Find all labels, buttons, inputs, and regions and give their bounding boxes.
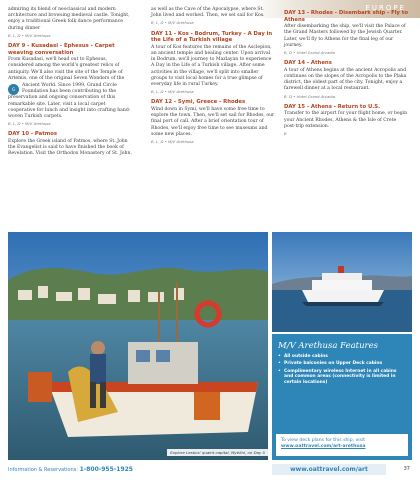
website-link[interactable]: www.oattravel.com/art <box>272 464 386 475</box>
day-13-heading: DAY 13 - Rhodes - Disembark ship - Fly to Athens <box>284 10 408 23</box>
deck-plan-text: To view deck plans for this ship, visit <box>281 438 365 443</box>
deck-plan-link[interactable]: www.oattravel.com/art-arethusa <box>281 444 366 449</box>
features-list <box>272 354 412 386</box>
meals-line: B, D • Hotel Grand Arcadia <box>284 93 336 99</box>
day-11-heading: DAY 11 - Kos - Bodrum, Turkey - A Day in the Life of a Turkish village <box>151 30 273 44</box>
day-12-heading: DAY 12 - Symi, Greece - Rhodes <box>151 99 246 106</box>
day-12-text: Wind down in Symi, we'll have some free time to explore the town. Then, we'll set sail for Rhodes, our final port of call. After a brief orientation tour of Rhodes, we'll enjoy free time to see museums and some new places. <box>151 107 275 137</box>
day-9-heading: DAY 9 - Kusadasi - Ephesus - Carpet weaving conversation <box>8 43 115 56</box>
itinerary-column-3 <box>284 6 408 137</box>
feature-item: • Private balconies on Upper Deck cabins <box>278 361 406 367</box>
meals-line: B, L, D • M/V Arethusa <box>8 32 51 38</box>
ship-illustration <box>272 232 412 332</box>
day-14-text: A tour of Athens begins at the ancient Acropolis and continues on the slopes of the Acropolis to the Plaka district, the oldest part of the city. Tonight, enjoy a farewell dinner at a local restaurant. <box>284 67 407 92</box>
page-footer <box>0 463 420 480</box>
harbor-illustration <box>8 232 268 460</box>
meals-line: B, L, D • M/V Arethusa <box>151 20 194 26</box>
harbor-photo <box>8 232 268 460</box>
day-11-text: A tour of Kos features the remains of the Asclepion, an ancient temple and healing center. Upon arrival in Bodrum, we'll journey to Mazlayan to experience A Day in the Life of a Turkish village. After some activities in the village, we'll split into smaller groups to visit local homes for a true glimpse of everyday life in rural Turkey. <box>151 44 272 88</box>
day-10-heading: DAY 10 - Patmos <box>8 131 58 138</box>
meals-line: B, L, D • M/V Arethusa <box>151 139 194 145</box>
photo-caption: Explore Lesbos' quaint capital, Mytilini, on Day 5 <box>167 449 268 456</box>
phone-number[interactable]: 1-800-955-1925 <box>79 466 133 473</box>
day-15-text: Transfer to the airport for your flight home, or begin your Ancient Rhodes, Athens & the Isle of Crete post-trip extension. <box>284 111 408 129</box>
meals-line: B <box>284 131 287 137</box>
features-title: M/V Arethusa Features <box>278 341 379 351</box>
reservations-label: Information & Reservations: <box>8 467 78 473</box>
itinerary-column-1 <box>8 6 132 158</box>
meals-line: B, D • Hotel Grand Arcadia <box>284 50 336 55</box>
reservations-line <box>8 466 133 473</box>
day-10-text: Explore the Greek island of Patmos, where St. John the Evangelist is said to have finished the book of Revelation. Visit the Orthodox Monastery of St. John, <box>8 139 132 157</box>
day-8-continuation: admiring its blend of neoclassical and modern architecture and browsing medieval castle. Tonight, enjoy a traditional Greek folk dance performance during dinner <box>8 7 130 31</box>
feature-item: • All outside cabins <box>278 354 406 360</box>
page-number: 37 <box>403 466 410 472</box>
ship-photo <box>272 232 412 332</box>
day-10-continuation: as well as the Cave of the Apocalypse, where St. John lived and worked. Then, we set sail for Kos. <box>151 7 265 19</box>
day-15-heading: DAY 15 - Athens - Return to U.S. <box>284 103 381 110</box>
day-13-text: After disembarking the ship, we'll visit the Palace of the Grand Masters followed by the Jewish Quarter. Later, we'll fly to Athens for the final leg of our journey. <box>284 24 406 48</box>
ship-features-panel <box>272 334 412 460</box>
meals-line: B, L, D • M/V Arethusa <box>151 89 194 95</box>
region-label: EUROPE <box>365 4 406 12</box>
day-9-text: From Kusadasi, we'll head out to Ephesus, considered among the world's greatest relics of antiquity. We'll also visit the site of the Temple of Artemis, one of the original Seven Wonders of the <box>8 57 125 81</box>
deck-plan-box <box>276 434 408 456</box>
day-14-heading: DAY 14 - Athens <box>284 60 332 67</box>
meals-line: B, L, D • M/V Arethusa <box>8 121 51 127</box>
itinerary-column-2 <box>151 6 275 145</box>
grand-circle-foundation-logo: G <box>8 84 19 95</box>
day-9-text-continued: G Ancient World. Since 1999, Grand Circle Foundation has been contributing to the preservation and ongoing conservation of this remarkable site. Later, visit a local carpet cooperative for lunch and insight into crafting hand-woven Turkish carpets. <box>8 83 131 120</box>
feature-item: • Complimentary wireless Internet in all cabins and common areas (connectivity is limited in certain locations) <box>278 369 406 386</box>
